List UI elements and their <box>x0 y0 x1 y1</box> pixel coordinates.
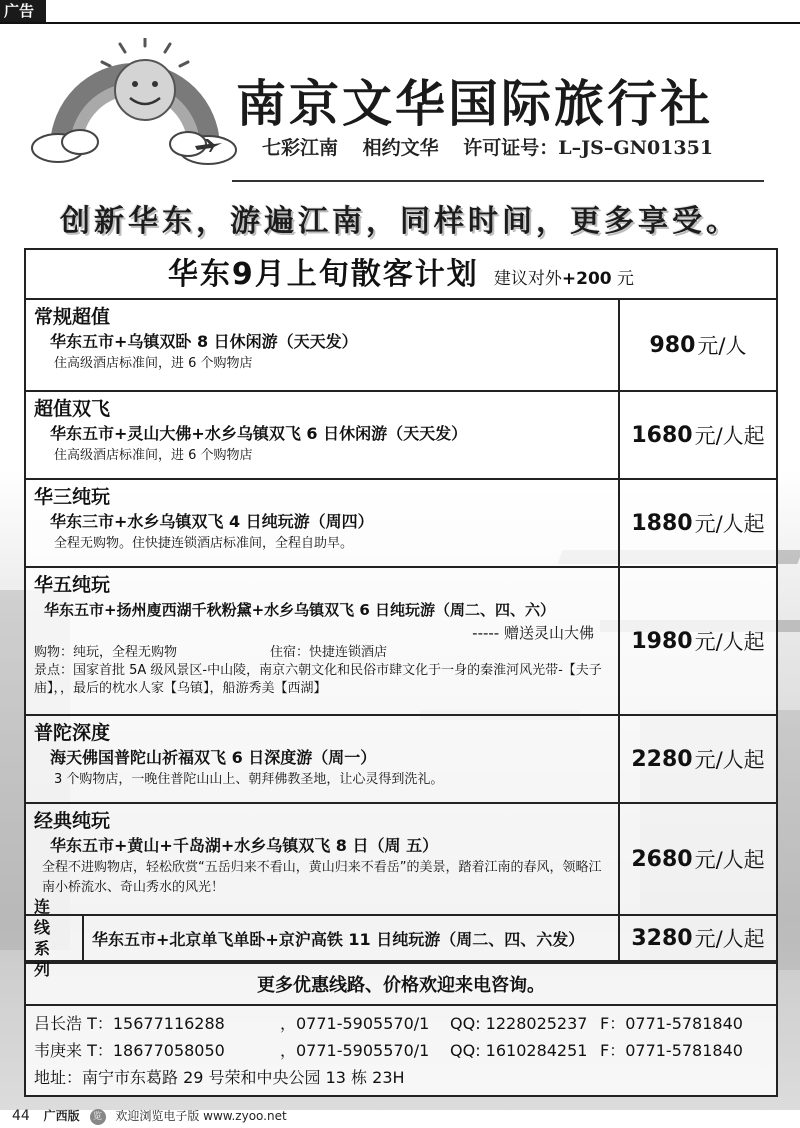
tour-category: 经典纯玩 <box>34 810 111 832</box>
agency-title: 南京文华国际旅行社 <box>236 75 713 133</box>
tour-route: 华东五市+黄山+千岛湖+水乡乌镇双飞 8 日（周 五） <box>50 836 439 855</box>
contact-name-phone: 韦庚来 T：18677058050 <box>34 1041 225 1060</box>
tour-row <box>26 480 776 568</box>
slogan: 创新华东，游遍江南，同样时间，更多享受。 <box>60 204 740 239</box>
contact-line <box>34 1037 768 1064</box>
plan-table <box>24 248 778 1097</box>
tagline-2: 相约文华 <box>362 137 439 159</box>
tour-price <box>620 568 776 714</box>
contact-qq: QQ: 1228025237 <box>450 1014 588 1033</box>
license-number: 许可证号：L–JS–GN01351 <box>463 137 714 159</box>
series-row <box>26 897 776 979</box>
logo-sun-rainbow-icon <box>30 38 240 168</box>
tour-info <box>26 568 620 714</box>
tour-shopping-lodging <box>34 644 610 662</box>
price-unit: 元/人起 <box>694 848 765 872</box>
more-info: 更多优惠线路、价格欢迎来电咨询。 <box>26 962 776 1006</box>
tour-category: 华三纯玩 <box>34 486 111 508</box>
tour-row <box>26 568 776 716</box>
tour-category: 普陀深度 <box>34 722 111 744</box>
address: 地址：南宁市东葛路 29 号荣和中央公园 13 栋 23H <box>34 1068 405 1087</box>
price-value: 1980 <box>631 628 693 654</box>
tour-note: 住高级酒店标准间，进 6 个购物店 <box>54 448 253 463</box>
series-label-line1: 连 线 <box>34 897 61 937</box>
tour-note: 全程不进购物店，轻松欣赏“五岳归来不看山，黄山归来不看岳”的美景，踏着江南的春风，领略江南小桥流水、奇山秀水的风光！ <box>42 860 602 895</box>
tour-note: 住高级酒店标准间，进 6 个购物店 <box>54 356 253 371</box>
tour-route: 华东五市+扬州廋西湖千秋粉黛+水乡乌镇双飞 6 日纯玩游（周二、四、六） <box>44 601 556 619</box>
top-divider <box>0 22 800 24</box>
contact-name-phone: 吕长浩 T：15677116288 <box>34 1014 225 1033</box>
plan-note-amount: +200 <box>561 269 612 289</box>
plan-title: 华东9月上旬散客计划 <box>167 257 479 292</box>
price-unit: 元/人起 <box>694 748 765 772</box>
edition-label: 广西版 <box>43 1109 80 1123</box>
tour-price <box>620 480 776 566</box>
plan-price-note <box>494 269 634 289</box>
tour-info <box>26 480 620 566</box>
tour-lodging: 住宿：快捷连锁酒店 <box>270 645 388 660</box>
series-label-line2: 系 列 <box>34 939 61 979</box>
edition-seal-icon: 览 <box>90 1109 106 1125</box>
plan-header <box>26 250 776 300</box>
price-value: 2680 <box>631 846 693 872</box>
contact-office-phone: ，0771-5905570/1 <box>280 1014 430 1033</box>
page-footer <box>0 1104 800 1128</box>
plan-note-prefix: 建议对外 <box>493 269 562 289</box>
ad-tag: 广告 <box>0 0 46 22</box>
contact-line <box>34 1010 768 1037</box>
price-value: 1880 <box>631 510 693 536</box>
contact-office-phone: ，0771-5905570/1 <box>280 1041 430 1060</box>
price-unit: 元/人 <box>697 334 747 358</box>
tour-route: 华东五市+乌镇双卧 8 日休闲游（天天发） <box>50 332 358 351</box>
header-divider <box>232 180 764 182</box>
tour-price <box>620 804 776 914</box>
tour-price <box>620 392 776 478</box>
tour-row <box>26 804 776 916</box>
tour-shopping: 购物：纯玩，全程无购物 <box>34 645 178 660</box>
website-link[interactable]: 欢迎浏览电子版 www.zyoo.net <box>115 1109 287 1123</box>
contact-fax: F：0771-5781840 <box>600 1041 743 1060</box>
tour-info <box>26 300 620 390</box>
tour-info <box>26 392 620 478</box>
tagline-1: 七彩江南 <box>262 137 339 159</box>
contact-fax: F：0771-5781840 <box>600 1014 743 1033</box>
tour-price <box>620 716 776 802</box>
tour-row <box>26 392 776 480</box>
page-number: 44 <box>12 1108 30 1124</box>
tour-info <box>26 804 620 914</box>
price-unit: 元/人起 <box>694 424 765 448</box>
price-value: 2280 <box>631 746 693 772</box>
tour-category: 华五纯玩 <box>34 574 111 596</box>
tour-note: 3 个购物店，一晚住普陀山山上、朝拜佛教圣地，让心灵得到洗礼。 <box>54 772 444 787</box>
series-price <box>620 916 776 960</box>
tour-note: 全程无购物。住快捷连锁酒店标准间，全程自助早。 <box>54 536 354 551</box>
tour-route: 海天佛国普陀山祈福双飞 6 日深度游（周一） <box>50 748 377 767</box>
series-route: 华东五市+北京单飞单卧+京沪高铁 11 日纯玩游（周二、四、六发） <box>84 916 620 960</box>
tour-info <box>26 716 620 802</box>
tour-category: 超值双飞 <box>34 398 111 420</box>
series-label <box>26 897 84 979</box>
price-value: 1680 <box>631 422 693 448</box>
plan-note-suffix: 元 <box>611 269 635 289</box>
tour-sights: 景点：国家首批 5A 级风景区-中山陵，南京六朝文化和民俗市肆文化于一身的秦淮河风光带-【夫子庙】，，最后的枕水人家【乌镇】，船游秀美【西湖】 <box>34 663 602 696</box>
tour-price <box>620 300 776 390</box>
tour-gift: ----- 赠送灵山大佛 <box>472 624 594 642</box>
agency-subtitle <box>262 133 731 160</box>
tour-route: 华东五市+灵山大佛+水乡乌镇双飞 6 日休闲游（天天发） <box>50 424 468 443</box>
price-value: 980 <box>649 332 696 358</box>
tour-row <box>26 716 776 804</box>
contact-block <box>26 1006 776 1095</box>
contact-qq: QQ: 1610284251 <box>450 1041 588 1060</box>
price-unit: 元/人起 <box>694 630 765 654</box>
price-value: 3280 <box>631 925 693 951</box>
tour-route: 华东三市+水乡乌镇双飞 4 日纯玩游（周四） <box>50 512 374 531</box>
price-unit: 元/人起 <box>694 512 765 536</box>
price-unit: 元/人起 <box>694 927 765 951</box>
tour-row <box>26 300 776 392</box>
tour-category: 常规超值 <box>34 306 111 328</box>
